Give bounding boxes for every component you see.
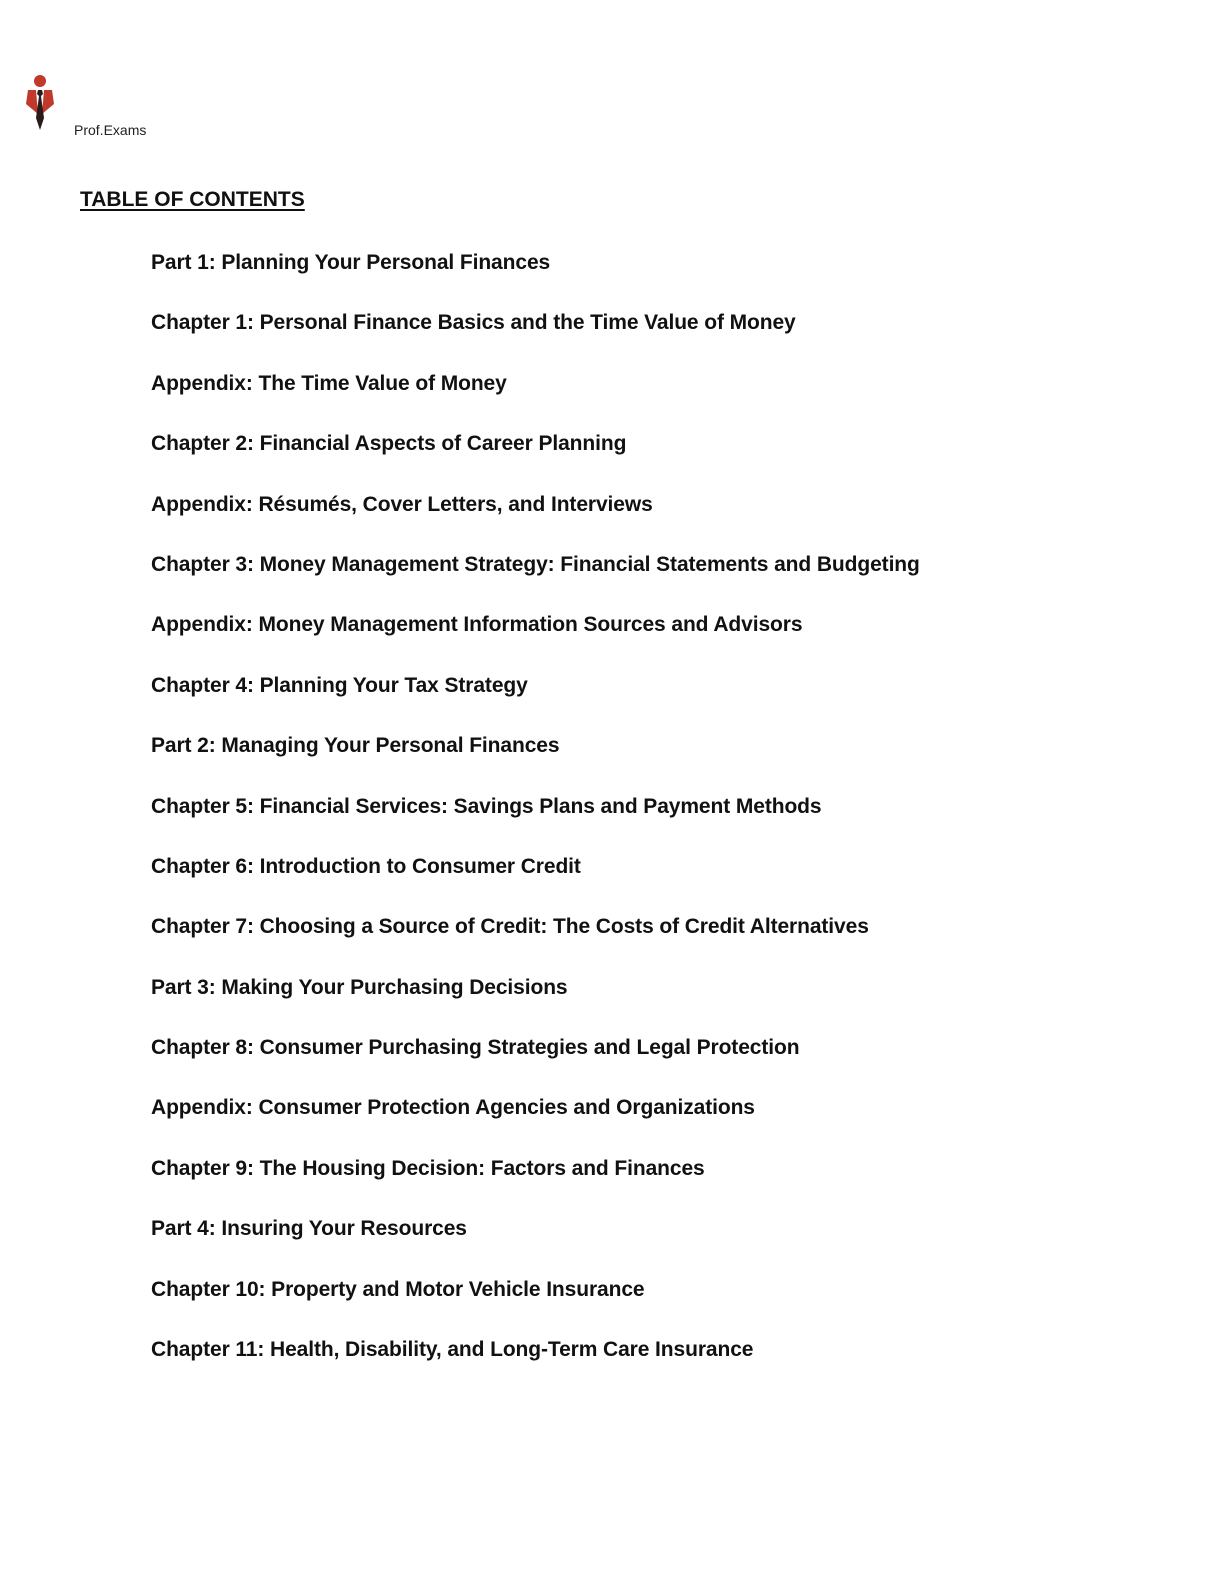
toc-item-chapter-3: Chapter 3: Money Management Strategy: Financial Statements and Budgeting: [151, 552, 920, 576]
toc-item-chapter-2: Chapter 2: Financial Aspects of Career Planning: [151, 432, 627, 456]
toc-item-appendix-ch1: Appendix: The Time Value of Money: [151, 371, 507, 395]
toc-title: TABLE OF CONTENTS: [80, 188, 305, 211]
toc-item-part-1: Part 1: Planning Your Personal Finances: [151, 251, 551, 274]
toc-item-part-4: Part 4: Insuring Your Resources: [151, 1217, 467, 1241]
toc-item-chapter-4: Chapter 4: Planning Your Tax Strategy: [151, 673, 528, 697]
toc-item-chapter-9: Chapter 9: The Housing Decision: Factors and Finances: [151, 1156, 705, 1180]
toc-item-chapter-1: Chapter 1: Personal Finance Basics and the Time Value of Money: [151, 311, 796, 335]
toc-item-chapter-11: Chapter 11: Health, Disability, and Long-Term Care Insurance: [151, 1338, 754, 1362]
tie-logo-icon: [22, 74, 60, 132]
toc-list: [151, 249, 920, 1396]
toc-item-chapter-8: Chapter 8: Consumer Purchasing Strategies and Legal Protection: [151, 1036, 800, 1060]
toc-item-chapter-10: Chapter 10: Property and Motor Vehicle Insurance: [151, 1277, 645, 1301]
toc-item-part-2: Part 2: Managing Your Personal Finances: [151, 734, 560, 758]
toc-item-appendix-ch8: Appendix: Consumer Protection Agencies and Organizations: [151, 1096, 755, 1120]
page-header: [22, 74, 222, 144]
toc-item-chapter-7: Chapter 7: Choosing a Source of Credit: The Costs of Credit Alternatives: [151, 915, 869, 939]
brand-name: Prof.Exams: [74, 122, 147, 138]
toc-item-appendix-ch3: Appendix: Money Management Information Sources and Advisors: [151, 613, 803, 637]
toc-item-chapter-6: Chapter 6: Introduction to Consumer Credit: [151, 854, 581, 878]
toc-item-part-3: Part 3: Making Your Purchasing Decisions: [151, 975, 568, 999]
toc-item-appendix-ch2: Appendix: Résumés, Cover Letters, and Interviews: [151, 492, 653, 516]
toc-item-chapter-5: Chapter 5: Financial Services: Savings Plans and Payment Methods: [151, 794, 822, 818]
